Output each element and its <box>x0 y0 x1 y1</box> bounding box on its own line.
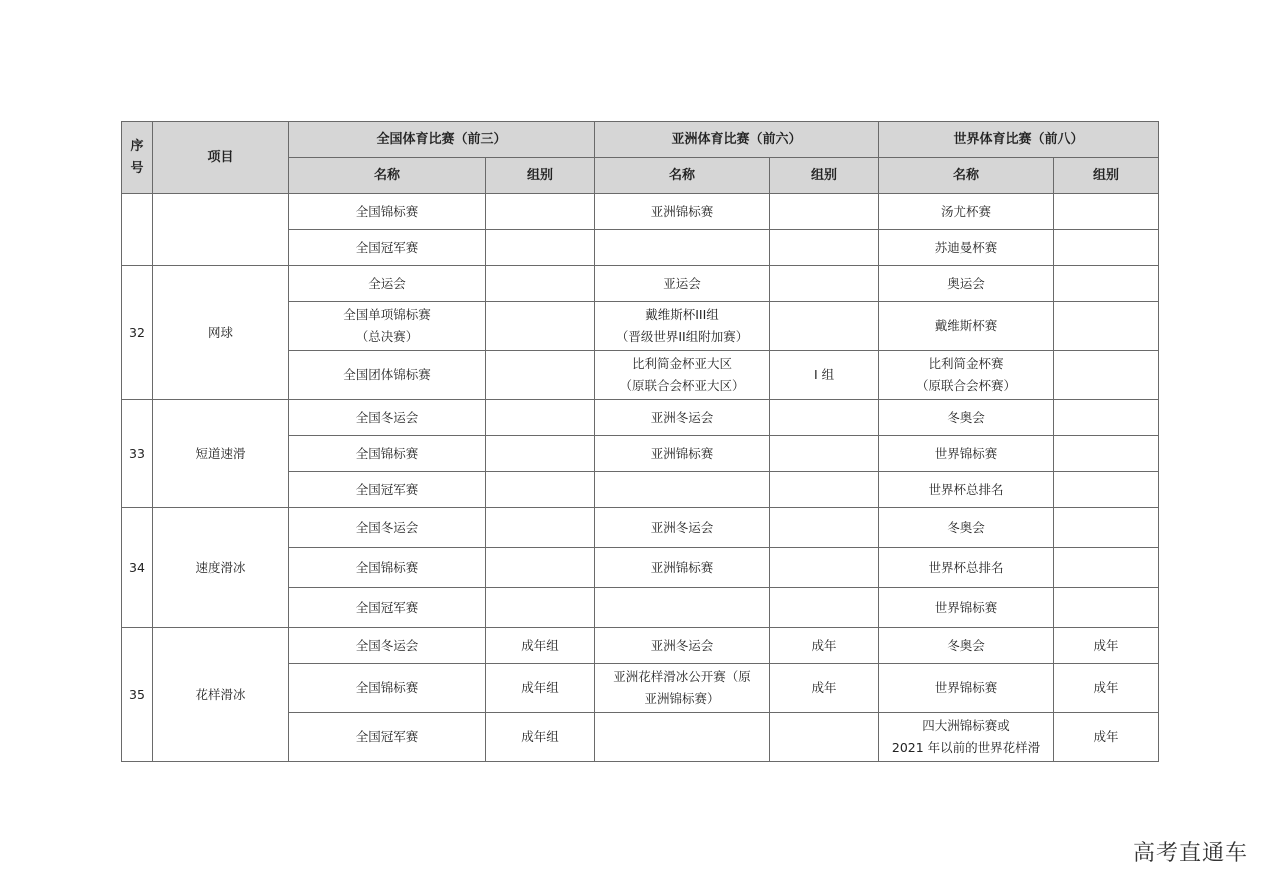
asian-group <box>770 472 879 508</box>
sport-name-cell: 网球 <box>153 266 289 400</box>
asian-group <box>770 230 879 266</box>
seq-cell: 32 <box>122 266 153 400</box>
world-name: 冬奥会 <box>879 628 1054 664</box>
national-group <box>486 302 595 351</box>
asian-name: 亚洲冬运会 <box>595 508 770 548</box>
asian-name: 亚洲锦标赛 <box>595 194 770 230</box>
header-national-name: 名称 <box>289 158 486 194</box>
header-world: 世界体育比赛（前八） <box>879 122 1159 158</box>
national-group <box>486 400 595 436</box>
world-name: 世界锦标赛 <box>879 664 1054 713</box>
table-row <box>122 508 1159 548</box>
national-group <box>486 194 595 230</box>
world-group <box>1054 588 1159 628</box>
world-name: 世界锦标赛 <box>879 436 1054 472</box>
asian-name: 亚洲花样滑冰公开赛（原 亚洲锦标赛） <box>595 664 770 713</box>
asian-group <box>770 508 879 548</box>
seq-cell: 34 <box>122 508 153 628</box>
national-name: 全国锦标赛 <box>289 194 486 230</box>
world-name: 比利简金杯赛 （原联合会杯赛） <box>879 351 1054 400</box>
asian-group <box>770 400 879 436</box>
national-group <box>486 548 595 588</box>
national-group <box>486 508 595 548</box>
competition-table <box>121 121 1159 762</box>
header-item: 项目 <box>153 122 289 194</box>
world-name: 世界杯总排名 <box>879 472 1054 508</box>
header-world-name: 名称 <box>879 158 1054 194</box>
header-asian: 亚洲体育比赛（前六） <box>595 122 879 158</box>
asian-group <box>770 713 879 762</box>
national-name: 全国冬运会 <box>289 628 486 664</box>
asian-name: 亚洲冬运会 <box>595 628 770 664</box>
national-name: 全国冠军赛 <box>289 472 486 508</box>
sport-name-cell <box>153 194 289 266</box>
header-asian-group: 组别 <box>770 158 879 194</box>
national-name: 全运会 <box>289 266 486 302</box>
asian-name: 亚洲锦标赛 <box>595 548 770 588</box>
asian-name: 亚洲冬运会 <box>595 400 770 436</box>
world-name: 苏迪曼杯赛 <box>879 230 1054 266</box>
national-name: 全国单项锦标赛 （总决赛） <box>289 302 486 351</box>
table-row <box>122 194 1159 230</box>
seq-cell: 35 <box>122 628 153 762</box>
asian-group <box>770 194 879 230</box>
world-name: 奥运会 <box>879 266 1054 302</box>
asian-group <box>770 548 879 588</box>
national-name: 全国冬运会 <box>289 400 486 436</box>
table-row <box>122 266 1159 302</box>
national-name: 全国冬运会 <box>289 508 486 548</box>
world-name: 汤尤杯赛 <box>879 194 1054 230</box>
sport-name-cell: 花样滑冰 <box>153 628 289 762</box>
asian-group <box>770 266 879 302</box>
national-name: 全国锦标赛 <box>289 548 486 588</box>
national-name: 全国锦标赛 <box>289 436 486 472</box>
national-group: 成年组 <box>486 628 595 664</box>
header-world-group: 组别 <box>1054 158 1159 194</box>
world-group <box>1054 230 1159 266</box>
world-group <box>1054 266 1159 302</box>
world-group <box>1054 548 1159 588</box>
world-group <box>1054 508 1159 548</box>
world-name: 戴维斯杯赛 <box>879 302 1054 351</box>
header-national-group: 组别 <box>486 158 595 194</box>
national-group <box>486 436 595 472</box>
asian-group: 成年 <box>770 628 879 664</box>
world-group: 成年 <box>1054 664 1159 713</box>
national-name: 全国冠军赛 <box>289 713 486 762</box>
asian-group: I 组 <box>770 351 879 400</box>
world-group <box>1054 436 1159 472</box>
world-name: 世界锦标赛 <box>879 588 1054 628</box>
asian-name: 比利简金杯亚大区 （原联合会杯亚大区） <box>595 351 770 400</box>
national-group: 成年组 <box>486 664 595 713</box>
header-seq: 序 号 <box>122 122 153 194</box>
asian-group <box>770 588 879 628</box>
header-asian-name: 名称 <box>595 158 770 194</box>
asian-name <box>595 230 770 266</box>
national-group <box>486 588 595 628</box>
world-group <box>1054 400 1159 436</box>
asian-name <box>595 713 770 762</box>
asian-name: 戴维斯杯III组 （晋级世界II组附加赛） <box>595 302 770 351</box>
world-name: 四大洲锦标赛或 2021 年以前的世界花样滑 <box>879 713 1054 762</box>
world-group <box>1054 472 1159 508</box>
national-group <box>486 472 595 508</box>
world-group <box>1054 302 1159 351</box>
world-group <box>1054 351 1159 400</box>
sport-name-cell: 速度滑冰 <box>153 508 289 628</box>
national-group <box>486 266 595 302</box>
asian-group <box>770 302 879 351</box>
seq-cell: 33 <box>122 400 153 508</box>
asian-group <box>770 436 879 472</box>
sport-name-cell: 短道速滑 <box>153 400 289 508</box>
national-name: 全国冠军赛 <box>289 230 486 266</box>
world-name: 冬奥会 <box>879 400 1054 436</box>
national-group: 成年组 <box>486 713 595 762</box>
asian-name <box>595 472 770 508</box>
asian-name <box>595 588 770 628</box>
asian-group: 成年 <box>770 664 879 713</box>
asian-name: 亚洲锦标赛 <box>595 436 770 472</box>
table-row <box>122 400 1159 436</box>
header-national: 全国体育比赛（前三） <box>289 122 595 158</box>
world-name: 世界杯总排名 <box>879 548 1054 588</box>
asian-name: 亚运会 <box>595 266 770 302</box>
table-row <box>122 628 1159 664</box>
national-group <box>486 351 595 400</box>
national-group <box>486 230 595 266</box>
watermark: 高考直通车 <box>1132 841 1248 866</box>
world-group: 成年 <box>1054 713 1159 762</box>
national-name: 全国团体锦标赛 <box>289 351 486 400</box>
seq-cell <box>122 194 153 266</box>
world-group <box>1054 194 1159 230</box>
world-name: 冬奥会 <box>879 508 1054 548</box>
national-name: 全国锦标赛 <box>289 664 486 713</box>
national-name: 全国冠军赛 <box>289 588 486 628</box>
world-group: 成年 <box>1054 628 1159 664</box>
